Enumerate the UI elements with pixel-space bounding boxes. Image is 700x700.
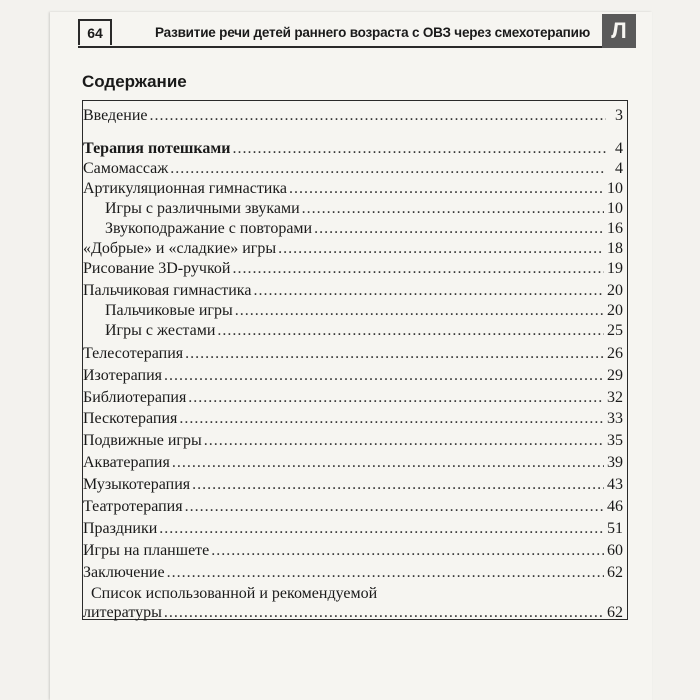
toc-entry-page: 51 [607, 520, 623, 537]
toc-entry-label: Игры с различными звуками [105, 200, 300, 217]
toc-entry-label: Звукоподражание с повторами [105, 220, 313, 237]
toc-entry-label: Введение [83, 107, 148, 124]
toc-entry-label: Самомассаж [83, 160, 169, 177]
toc-entry-label: Изотерапия [83, 367, 163, 384]
toc-entry-label: Телесотерапия [83, 345, 184, 362]
toc-entry-page: 10 [607, 200, 623, 217]
toc-entry-page: 39 [607, 454, 623, 471]
toc-entry-label: Пальчиковая гимнастика [83, 282, 252, 299]
running-header [78, 18, 633, 48]
toc-entry-page: 18 [607, 240, 623, 257]
toc-entry[interactable] [83, 344, 623, 364]
page-number: 64 [78, 19, 112, 45]
toc-entry[interactable] [83, 106, 623, 126]
toc-entry-label: Терапия потешками [83, 140, 231, 157]
toc-entry-page: 19 [607, 260, 623, 277]
toc-box [82, 100, 628, 620]
toc-literature-line1[interactable]: Список использованной и рекомендуемой [91, 585, 378, 602]
toc-entry-page: 43 [607, 476, 623, 493]
toc-entry-page: 3 [615, 107, 623, 124]
toc-entry-page: 4 [615, 160, 623, 177]
toc-entry[interactable] [83, 159, 623, 179]
toc-entry[interactable] [83, 475, 623, 495]
toc-entry-page: 25 [607, 322, 623, 339]
toc-entry-label: Пальчиковые игры [105, 302, 233, 319]
toc-entry[interactable] [83, 453, 623, 473]
toc-entry-label: Пескотерапия [83, 410, 178, 427]
toc-entry-label: Акватерапия [83, 454, 170, 471]
toc-subentry[interactable] [83, 219, 623, 239]
toc-title: Содержание [82, 72, 187, 91]
running-title: Развитие речи детей раннего возраста с ОВЗ через смехотерапию [154, 24, 591, 40]
toc-entry[interactable] [83, 259, 623, 279]
toc-entry[interactable] [83, 239, 623, 259]
toc-entry[interactable] [83, 519, 623, 539]
toc-entry-page: 26 [607, 345, 623, 362]
toc-entry-page: 60 [607, 542, 623, 559]
toc-entry-label: «Добрые» и «сладкие» игры [83, 240, 277, 257]
toc-subentry[interactable] [83, 199, 623, 219]
toc-entry-label: Рисование 3D-ручкой [83, 260, 231, 277]
toc-entry[interactable] [83, 366, 623, 386]
toc-entry-page: 20 [607, 282, 623, 299]
toc-subentry[interactable] [83, 321, 623, 341]
toc-entry[interactable] [83, 409, 623, 429]
toc-literature-entry[interactable] [83, 603, 623, 623]
toc-entry-page: 16 [607, 220, 623, 237]
toc-entry-page: 10 [607, 180, 623, 197]
toc-entry-page: 4 [615, 140, 623, 157]
toc-entry-label: Игры с жестами [105, 322, 216, 339]
toc-entry[interactable] [83, 497, 623, 517]
section-letter-tab: Л [602, 14, 636, 48]
toc-entry[interactable] [83, 541, 623, 561]
toc-entry-page: 35 [607, 432, 623, 449]
toc-entry-label: Театротерапия [83, 498, 183, 515]
toc-entry-page: 46 [607, 498, 623, 515]
toc-entry-label: Заключение [83, 564, 165, 581]
toc-entry[interactable] [83, 388, 623, 408]
toc-entry-label: Библиотерапия [83, 389, 187, 406]
toc-entry-label: Игры на планшете [83, 542, 210, 559]
toc-entry-label: Музыкотерапия [83, 476, 191, 493]
toc-entry[interactable] [83, 563, 623, 583]
toc-entry-page: 29 [607, 367, 623, 384]
toc-entry[interactable] [83, 431, 623, 451]
toc-entry-page: 62 [607, 604, 623, 621]
toc-entry-page: 62 [607, 564, 623, 581]
toc-entry[interactable] [83, 179, 623, 199]
toc-entry[interactable] [83, 139, 623, 159]
toc-subentry[interactable] [83, 301, 623, 321]
toc-entry-page: 20 [607, 302, 623, 319]
toc-entry-page: 32 [607, 389, 623, 406]
toc-entry-page: 33 [607, 410, 623, 427]
toc-entry[interactable] [83, 281, 623, 301]
toc-entry-label: Артикуляционная гимнастика [83, 180, 287, 197]
toc-entry-label: литературы [83, 604, 162, 621]
toc-entry-label: Подвижные игры [83, 432, 202, 449]
toc-entry-label: Праздники [83, 520, 158, 537]
